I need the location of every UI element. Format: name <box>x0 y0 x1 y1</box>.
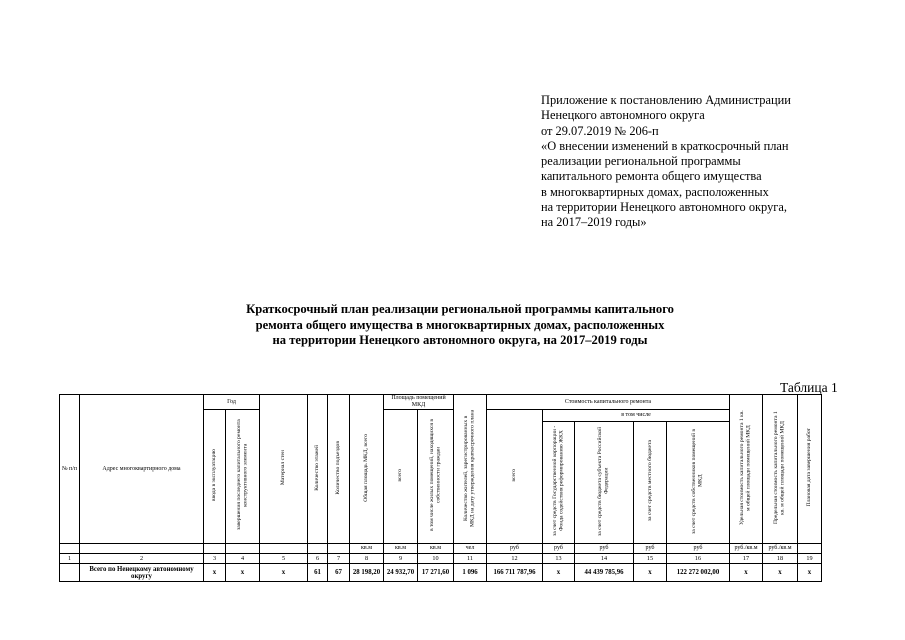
column-number: 6 <box>308 554 328 564</box>
column-numbers-row <box>60 554 822 564</box>
appendix-line: от 29.07.2019 № 206-п <box>541 123 659 138</box>
total-label: Всего по Ненецкому автономному округу <box>80 564 204 582</box>
total-cell: x <box>543 564 575 582</box>
unit-cell <box>308 544 328 554</box>
appendix-line: реализации региональной программы <box>541 154 741 169</box>
header-total-area: Общая площадь МКД, всего <box>350 395 384 544</box>
unit-cell <box>80 544 204 554</box>
column-number: 18 <box>763 554 798 564</box>
header-unit-cost: Удельная стоимость капитального ремонта 1 кв. м общей площади помещений МКД <box>730 395 763 544</box>
column-number: 12 <box>487 554 543 564</box>
unit-cell <box>260 544 308 554</box>
header-num: № п/п <box>60 395 80 544</box>
total-cell: 44 439 785,96 <box>575 564 634 582</box>
header-cost-subject: за счет средств бюджета субъекта Российской Федерации <box>575 422 634 544</box>
total-cell: x <box>634 564 667 582</box>
header-area-group: Площадь помещений МКД <box>384 395 454 410</box>
unit-cell <box>798 544 822 554</box>
column-number: 1 <box>60 554 80 564</box>
appendix-block <box>541 93 841 231</box>
total-cell: 24 932,70 <box>384 564 418 582</box>
appendix-line: в многоквартирных домах, расположенных <box>541 184 769 199</box>
title-line: ремонта общего имущества в многоквартирных домах, расположенных <box>255 317 665 332</box>
capital-repair-table <box>59 394 822 582</box>
unit-cell: руб./кв.м <box>730 544 763 554</box>
column-number: 14 <box>575 554 634 564</box>
column-number: 15 <box>634 554 667 564</box>
unit-cell: кв.м <box>350 544 384 554</box>
total-cell <box>60 564 80 582</box>
total-row <box>60 564 822 582</box>
column-number: 10 <box>418 554 454 564</box>
appendix-line: Приложение к постановлению Администрации <box>541 93 791 107</box>
header-cost-all: всего <box>487 410 543 544</box>
total-cell: 17 271,60 <box>418 564 454 582</box>
unit-cell: руб <box>667 544 730 554</box>
unit-cell: руб <box>543 544 575 554</box>
column-number: 9 <box>384 554 418 564</box>
total-cell: 67 <box>328 564 350 582</box>
header-plan-date: Плановая дата завершения работ <box>798 395 822 544</box>
column-number: 19 <box>798 554 822 564</box>
unit-cell <box>204 544 226 554</box>
unit-cell: руб <box>487 544 543 554</box>
unit-cell: чел <box>454 544 487 554</box>
total-cell: x <box>763 564 798 582</box>
unit-cell: руб./кв.м <box>763 544 798 554</box>
unit-cell: кв.м <box>384 544 418 554</box>
column-number: 11 <box>454 554 487 564</box>
appendix-line: на 2017–2019 годы» <box>541 215 647 230</box>
header-area-residential: в том числе жилых помещений, находящихся в собственности граждан <box>418 410 454 544</box>
total-cell: x <box>798 564 822 582</box>
title-line: Краткосрочный план реализации региональной программы капитального <box>246 302 674 316</box>
total-cell: x <box>226 564 260 582</box>
header-year-group: Год <box>204 395 260 410</box>
total-cell: 1 096 <box>454 564 487 582</box>
header-cost-group: Стоимость капитального ремонта <box>487 395 730 410</box>
header-address: Адрес многоквартирного дома <box>80 395 204 544</box>
total-cell: x <box>260 564 308 582</box>
document-title <box>180 302 740 349</box>
column-number: 2 <box>80 554 204 564</box>
header-max-cost: Предельная стоимость капитального ремонта 1 кв. м общей площади помещений МКД <box>763 395 798 544</box>
column-number: 3 <box>204 554 226 564</box>
column-number: 13 <box>543 554 575 564</box>
appendix-line: капитального ремонта общего имущества <box>541 169 762 184</box>
unit-cell: кв.м <box>418 544 454 554</box>
unit-cell <box>60 544 80 554</box>
units-row <box>60 544 822 554</box>
total-cell: 28 198,20 <box>350 564 384 582</box>
header-entrances: Количество подъездов <box>328 395 350 544</box>
header-year-reconstruction: завершения последнего капитального ремонта конструктивного элемента <box>226 410 260 544</box>
appendix-line: на территории Ненецкого автономного округа, <box>541 200 787 215</box>
column-number: 16 <box>667 554 730 564</box>
header-cost-local: за счет средств местного бюджета <box>634 422 667 544</box>
column-number: 7 <box>328 554 350 564</box>
column-number: 17 <box>730 554 763 564</box>
unit-cell: руб <box>575 544 634 554</box>
column-number: 4 <box>226 554 260 564</box>
unit-cell <box>328 544 350 554</box>
header-area-all: всего <box>384 410 418 544</box>
total-cell: 122 272 002,00 <box>667 564 730 582</box>
appendix-line: «О внесении изменений в краткосрочный план <box>541 138 789 153</box>
header-cost-fund: за счет средств Государственной корпорации - Фонда содействия реформированию ЖКХ <box>543 422 575 544</box>
header-year-commission: ввода в эксплуатацию <box>204 410 226 544</box>
total-cell: x <box>730 564 763 582</box>
header-cost-incl: в том числе <box>543 410 730 422</box>
column-number: 5 <box>260 554 308 564</box>
table-label: Таблица 1 <box>780 380 838 395</box>
header-floors: Количество этажей <box>308 395 328 544</box>
unit-cell <box>226 544 260 554</box>
header-cost-owners: за счет средств собственников помещений в МКД <box>667 422 730 544</box>
total-cell: x <box>204 564 226 582</box>
header-wall-material: Материал стен <box>260 395 308 544</box>
column-number: 8 <box>350 554 384 564</box>
title-line: на территории Ненецкого автономного округа, на 2017–2019 годы <box>272 333 648 347</box>
appendix-line: Ненецкого автономного округа <box>541 108 705 123</box>
total-cell: 166 711 787,96 <box>487 564 543 582</box>
total-cell: 61 <box>308 564 328 582</box>
unit-cell: руб <box>634 544 667 554</box>
header-residents: Количество жителей, зарегистрированных в МКД на дату утверждения краткосрочного плана <box>454 395 487 544</box>
